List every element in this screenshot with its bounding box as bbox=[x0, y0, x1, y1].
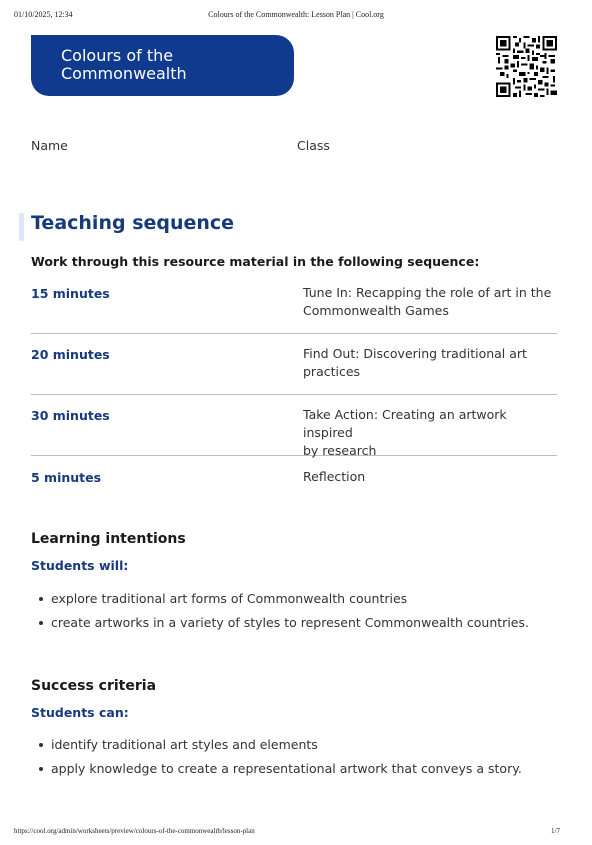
sequence-activity: Find Out: Discovering traditional art practices bbox=[303, 346, 527, 379]
print-title: Colours of the Commonwealth: Lesson Plan | Cool.org bbox=[208, 10, 384, 19]
lesson-title-line-1: Colours of the bbox=[61, 46, 174, 65]
sequence-row bbox=[31, 275, 557, 334]
sequence-activity: Reflection bbox=[303, 469, 366, 484]
success-criteria-heading: Success criteria bbox=[31, 678, 157, 694]
sequence-time: 30 minutes bbox=[31, 408, 110, 423]
print-footer bbox=[14, 827, 578, 835]
learning-intentions-subheading: Students will: bbox=[31, 558, 129, 573]
sequence-time: 15 minutes bbox=[31, 286, 110, 301]
learning-intentions-heading: Learning intentions bbox=[31, 531, 186, 547]
sequence-row bbox=[31, 395, 557, 456]
sequence-activity: Take Action: Creating an artwork inspired by research bbox=[303, 407, 507, 458]
sequence-time: 20 minutes bbox=[31, 347, 110, 362]
sequence-activity: Tune In: Recapping the role of art in the Commonwealth Games bbox=[303, 285, 552, 318]
lesson-title-banner bbox=[31, 35, 294, 96]
class-field-label: Class bbox=[297, 138, 330, 153]
list-item: create artworks in a variety of styles to represent Commonwealth countries. bbox=[31, 611, 529, 635]
print-date: 01/10/2025, 12:34 bbox=[14, 10, 73, 19]
learning-intentions-list bbox=[31, 587, 529, 635]
sequence-table bbox=[31, 275, 557, 500]
sequence-intro: Work through this resource material in the following sequence: bbox=[31, 254, 480, 269]
sequence-time: 5 minutes bbox=[31, 470, 102, 485]
list-item: explore traditional art forms of Commonwealth countries bbox=[31, 587, 529, 611]
success-criteria-subheading: Students can: bbox=[31, 705, 129, 720]
sequence-row bbox=[31, 456, 557, 500]
teaching-sequence-heading: Teaching sequence bbox=[31, 212, 235, 234]
success-criteria-list bbox=[31, 733, 522, 781]
qr-code-icon bbox=[496, 36, 557, 97]
list-item: identify traditional art styles and elements bbox=[31, 733, 522, 757]
section-accent-bar bbox=[19, 213, 24, 241]
lesson-title-line-2: Commonwealth bbox=[61, 64, 187, 83]
name-field-label: Name bbox=[31, 138, 68, 153]
print-url: https://cool.org/admin/worksheets/preview/colours-of-the-commonwealth/lesson-plan bbox=[14, 827, 255, 835]
list-item: apply knowledge to create a representational artwork that conveys a story. bbox=[31, 757, 522, 781]
sequence-row bbox=[31, 334, 557, 395]
page-number: 1/7 bbox=[551, 827, 560, 835]
